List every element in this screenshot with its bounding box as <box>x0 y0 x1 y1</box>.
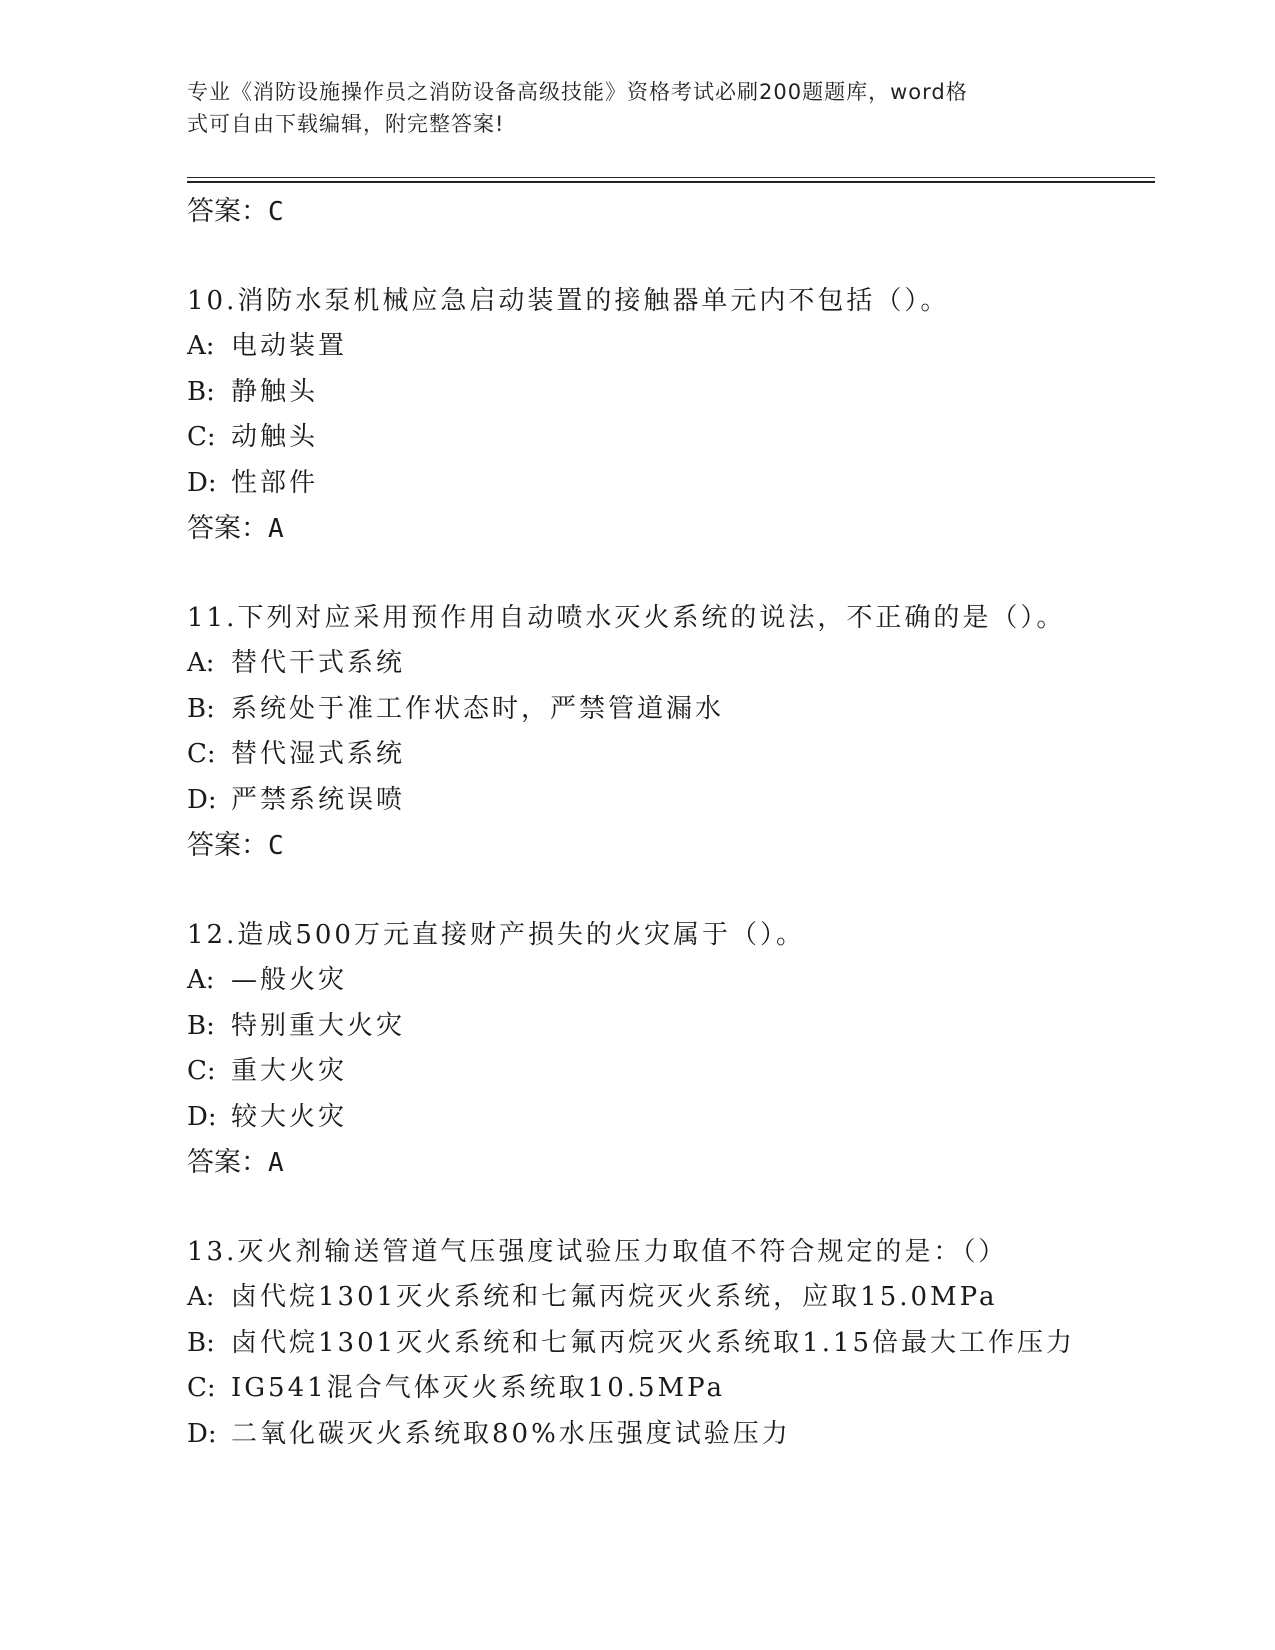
option-d <box>187 778 1155 824</box>
option-a <box>187 641 1155 687</box>
question-stem: 13.灭火剂输送管道气压强度试验压力取值不符合规定的是：（） <box>187 1236 1008 1267</box>
option-text: 严禁系统误喷 <box>231 784 406 815</box>
option-text: 性部件 <box>231 467 319 498</box>
option-key: B: <box>187 376 215 407</box>
option-b <box>187 1321 1155 1367</box>
option-text: —般火灾 <box>231 965 348 995</box>
question-block <box>187 279 1155 552</box>
answer-value: C <box>268 831 284 861</box>
option-d <box>187 1412 1155 1458</box>
document-header <box>187 76 1087 140</box>
question-list <box>187 189 1155 1457</box>
answer-label: 答案： <box>187 1147 268 1178</box>
option-text: 替代湿式系统 <box>231 739 406 769</box>
option-key: D: <box>187 467 217 498</box>
option-key: A: <box>187 965 215 995</box>
question-block <box>187 1230 1155 1458</box>
option-text: 特别重大火灾 <box>231 1010 406 1041</box>
answer-value: A <box>268 1148 284 1178</box>
option-c <box>187 1366 1155 1412</box>
header-rule-thick <box>187 181 1155 183</box>
option-text: 替代干式系统 <box>231 648 406 678</box>
option-key: C: <box>187 422 216 452</box>
answer-label: 答案： <box>187 513 268 544</box>
option-key: D: <box>187 1101 217 1132</box>
answer-label: 答案： <box>187 196 268 227</box>
answer-value: A <box>268 514 284 544</box>
option-d <box>187 461 1155 507</box>
answer-line <box>187 189 1155 235</box>
option-a <box>187 324 1155 370</box>
header-rule-thin <box>187 177 1155 178</box>
option-text: 电动装置 <box>231 331 348 361</box>
option-b <box>187 370 1155 416</box>
option-text: 卤代烷1301灭火系统和七氟丙烷灭火系统取1.15倍最大工作压力 <box>231 1327 1076 1358</box>
option-key: C: <box>187 1056 216 1086</box>
option-key: B: <box>187 693 215 724</box>
question-stem: 10.消防水泵机械应急启动装置的接触器单元内不包括（）。 <box>187 285 950 316</box>
option-key: C: <box>187 1373 216 1403</box>
option-b <box>187 1004 1155 1050</box>
option-c <box>187 1049 1155 1095</box>
answer-line <box>187 823 1155 869</box>
option-b <box>187 687 1155 733</box>
question-stem: 12.造成500万元直接财产损失的火灾属于（）。 <box>187 919 805 950</box>
question-stem: 11.下列对应采用预作用自动喷水灭火系统的说法，不正确的是（）。 <box>187 602 1066 633</box>
option-c <box>187 415 1155 461</box>
option-a <box>187 1275 1155 1321</box>
option-key: B: <box>187 1327 215 1358</box>
option-text: 系统处于准工作状态时，严禁管道漏水 <box>231 693 725 724</box>
option-key: B: <box>187 1010 215 1041</box>
option-a <box>187 958 1155 1004</box>
option-text: 动触头 <box>231 422 319 452</box>
answer-value: C <box>268 197 284 227</box>
option-d <box>187 1095 1155 1141</box>
option-key: A: <box>187 648 215 678</box>
option-text: 二氧化碳灭火系统取80%水压强度试验压力 <box>231 1418 791 1449</box>
header-line-1: 专业《消防设施操作员之消防设备高级技能》资格考试必刷200题题库，word格 <box>187 80 968 104</box>
option-c <box>187 732 1155 778</box>
option-key: D: <box>187 1418 217 1449</box>
question-block <box>187 913 1155 1186</box>
option-key: C: <box>187 739 216 769</box>
option-key: D: <box>187 784 217 815</box>
option-text: 静触头 <box>231 376 319 407</box>
option-text: 重大火灾 <box>231 1056 348 1086</box>
header-line-2: 式可自由下载编辑，附完整答案! <box>187 112 505 136</box>
option-text: IG541混合气体灭火系统取10.5MPa <box>231 1373 726 1403</box>
option-text: 较大火灾 <box>231 1101 348 1132</box>
option-text: 卤代烷1301灭火系统和七氟丙烷灭火系统，应取15.0MPa <box>231 1282 998 1312</box>
answer-line <box>187 506 1155 552</box>
option-key: A: <box>187 1282 215 1312</box>
question-block <box>187 596 1155 869</box>
option-key: A: <box>187 331 215 361</box>
answer-label: 答案： <box>187 830 268 861</box>
answer-line <box>187 1140 1155 1186</box>
